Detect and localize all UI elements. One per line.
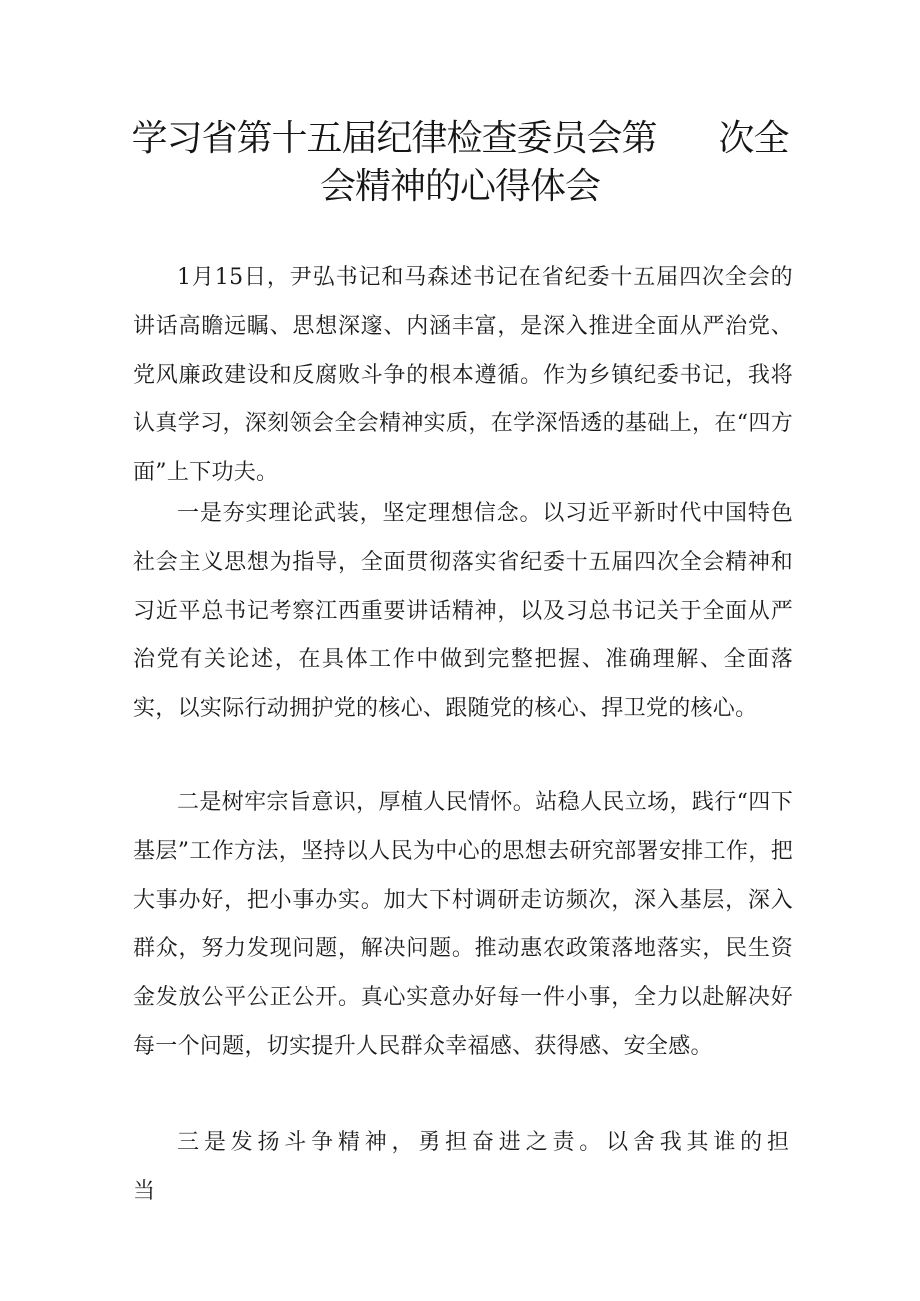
paragraph-intro: 1月15日，尹弘书记和马森述书记在省纪委十五届四次全会的讲话高瞻远瞩、思想深邃、内涵丰富，是深入推进全面从严治党、党风廉政建设和反腐败斗争的根本遵循。作为乡镇纪委书记，我将认真学习，深刻领会全会精神实质，在学深悟透的基础上，在“四方面”上下功夫。 <box>133 265 793 486</box>
paragraph-point-3: 三是发扬斗争精神，勇担奋进之责。以舍我其谁的担当 <box>133 1130 793 1204</box>
document-title-line-2: 会精神的心得体会 <box>319 166 600 207</box>
paragraph-point-1: 一是夯实理论武装，坚定理想信念。以习近平新时代中国特色社会主义思想为指导，全面贯彻落实省纪委十五届四次全会精神和习近平总书记考察江西重要讲话精神，以及习总书记关于全面从严治党有关论述，在具体工作中做到完整把握、准确理解、全面落实，以实际行动拥护党的核心、跟随党的核心、捍卫党的核心。 <box>133 501 793 722</box>
document-title-line-1 <box>130 110 790 161</box>
title-part-2: 次全 <box>718 118 789 159</box>
paragraph-point-2: 二是树牢宗旨意识，厚植人民情怀。站稳人民立场，践行“四下基层”工作方法，坚持以人民为中心的思想去研究部署安排工作，把大事办好，把小事办实。加大下村调研走访频次，深入基层，深入群众，努力发现问题，解决问题。推动惠农政策落地落实，民生资金发放公平公正公开。真心实意办好每一件小事，全力以赴解决好每一个问题，切实提升人民群众幸福感、获得感、安全感。 <box>133 790 793 1059</box>
title-part-1: 学习省第十五届纪律检查委员会第 <box>131 118 657 159</box>
